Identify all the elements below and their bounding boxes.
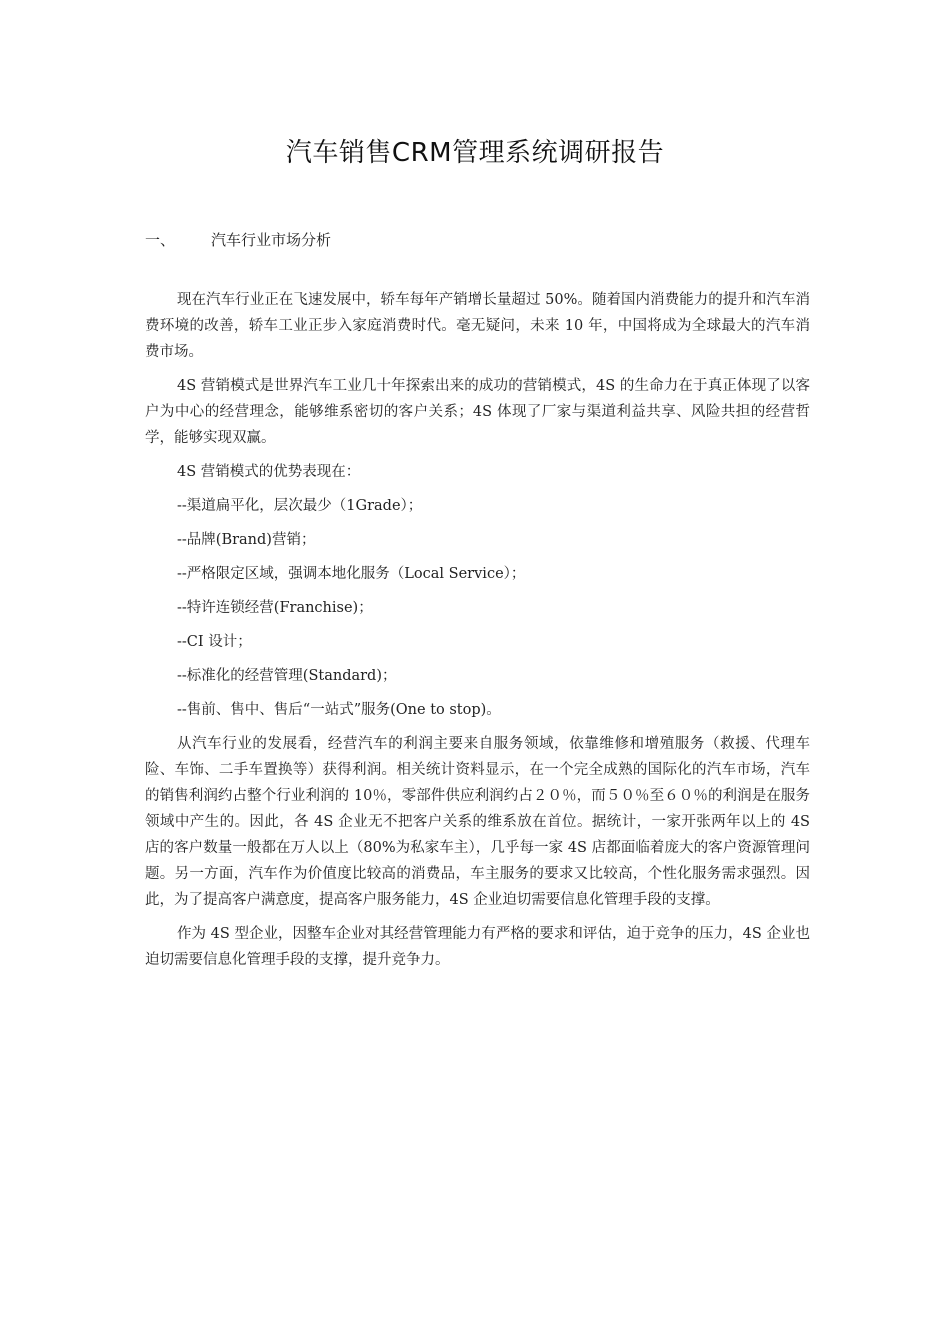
- section-heading: [145, 229, 331, 250]
- paragraph: 从汽车行业的发展看，经营汽车的利润主要来自服务领域，依靠维修和增殖服务（救援、代理车险、车饰、二手车置换等）获得利润。相关统计资料显示，在一个完全成熟的国际化的汽车市场，汽车的销售利润约占整个行业利润的 10％，零部件供应利润约占２０％，而５０％至６０％的利润是在服务领域中产生的。因此，各 4S 企业无不把客户关系的维系放在首位。据统计，一家开张两年以上的 4S 店的客户数量一般都在万人以上（80%为私家车主），几乎每一家 4S 店都面临着庞大的客户资源管理问题。另一方面，汽车作为价值度比较高的消费品，车主服务的要求又比较高，个性化服务需求强烈。因此，为了提高客户满意度，提高客户服务能力，4S 企业迫切需要信息化管理手段的支撑。: [145, 736, 810, 908]
- paragraph: 作为 4S 型企业，因整车企业对其经营管理能力有严格的要求和评估，迫于竞争的压力，4S 企业也迫切需要信息化管理手段的支撑，提升竞争力。: [145, 926, 810, 968]
- section-number: 一、: [145, 231, 176, 249]
- list-item: --品牌(Brand)营销；: [177, 532, 316, 548]
- list-item: --CI 设计；: [177, 634, 252, 650]
- document-body: [145, 287, 810, 981]
- paragraph: 现在汽车行业正在飞速发展中，轿车每年产销增长量超过 50%。随着国内消费能力的提升和汽车消费环境的改善，轿车工业正步入家庭消费时代。毫无疑问，未来 10 年，中国将成为全球最大的汽车消费市场。: [145, 292, 810, 360]
- list-item: --特许连锁经营(Franchise)；: [177, 600, 373, 616]
- list-item: --严格限定区域，强调本地化服务（Local Service）；: [177, 566, 526, 582]
- list-item: --售前、售中、售后“一站式”服务(One to stop)。: [177, 702, 501, 718]
- paragraph: 4S 营销模式是世界汽车工业几十年探索出来的成功的营销模式，4S 的生命力在于真正体现了以客户为中心的经营理念，能够维系密切的客户关系；4S 体现了厂家与渠道利益共享、风险共担的经营哲学，能够实现双赢。: [145, 378, 810, 446]
- section-title: 汽车行业市场分析: [211, 231, 332, 249]
- list-item: --渠道扁平化，层次最少（1Grade）；: [177, 498, 423, 514]
- document-title: 汽车销售CRM管理系统调研报告: [285, 138, 665, 168]
- list-item: --标准化的经营管理(Standard)；: [177, 668, 397, 684]
- paragraph: 4S 营销模式的优势表现在：: [177, 464, 361, 480]
